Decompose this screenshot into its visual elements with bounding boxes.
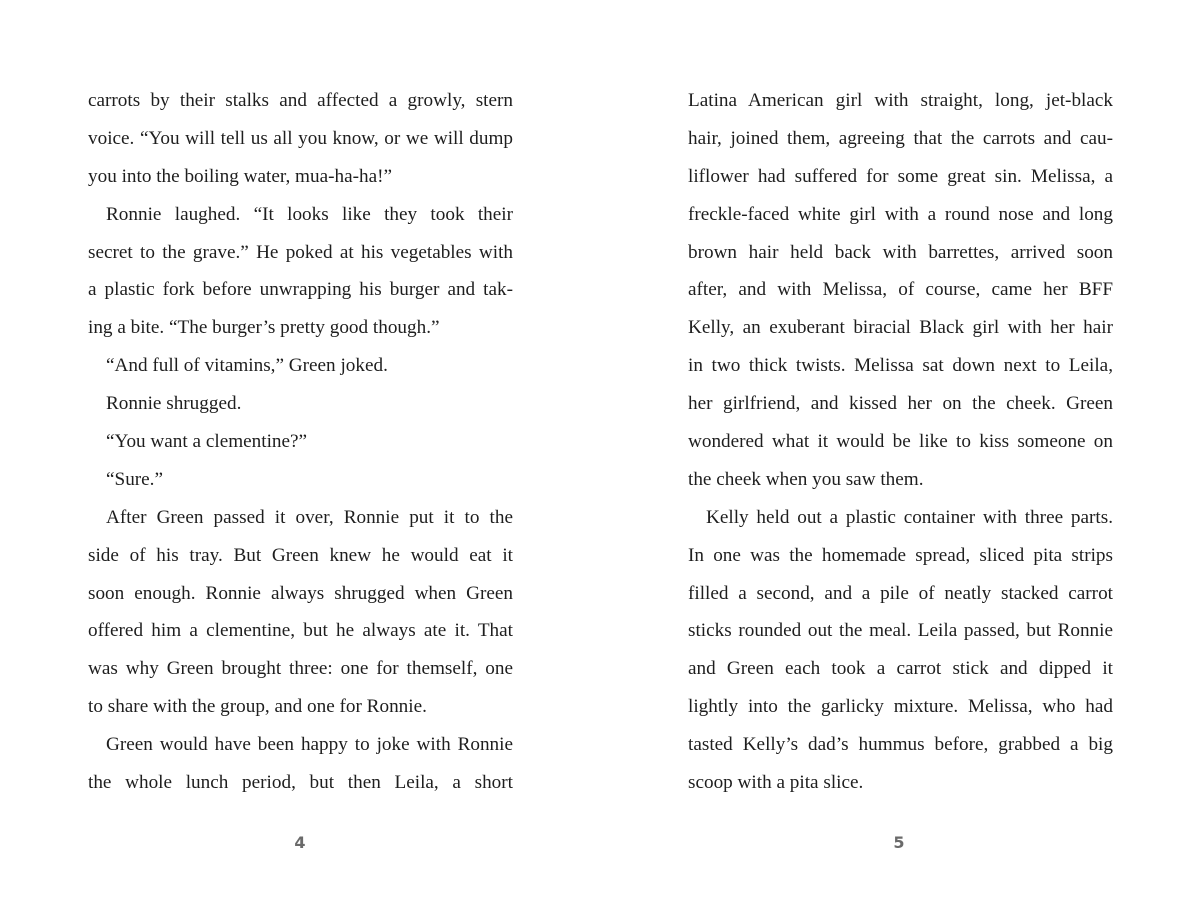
text-line: the whole lunch period, but then Leila, a short xyxy=(88,772,513,794)
text-line: Ronnie shrugged. xyxy=(106,393,242,415)
right-page xyxy=(688,82,1113,802)
text-line: lightly into the garlicky mixture. Melissa, who had xyxy=(688,696,1113,718)
text-line: wondered what it would be like to kiss someone on xyxy=(688,431,1113,453)
text-line: Latina American girl with straight, long, jet-black xyxy=(688,90,1113,111)
text-line: tasted Kelly’s dad’s hummus before, grabbed a big xyxy=(688,734,1113,756)
text-line: Kelly held out a plastic container with three parts. xyxy=(706,506,1113,528)
text-line: scoop with a pita slice. xyxy=(688,772,864,794)
text-line: freckle-faced white girl with a round nose and long xyxy=(688,203,1113,225)
left-page-text xyxy=(88,82,513,802)
text-line: “And full of vitamins,” Green joked. xyxy=(106,355,388,377)
text-line: In one was the homemade spread, sliced pita strips xyxy=(688,544,1113,566)
text-line: side of his tray. But Green knew he would eat it xyxy=(88,544,513,566)
text-line: “You want a clementine?” xyxy=(106,431,308,453)
text-line: Ronnie laughed. “It looks like they took their xyxy=(106,203,513,225)
text-line: the cheek when you saw them. xyxy=(688,468,924,490)
text-line: a plastic fork before unwrapping his burger and tak- xyxy=(88,279,513,301)
right-page-text xyxy=(688,82,1113,802)
text-line: her girlfriend, and kissed her on the cheek. Green xyxy=(688,393,1113,415)
text-line: ing a bite. “The burger’s pretty good though.” xyxy=(88,317,440,339)
text-line: after, and with Melissa, of course, came her BFF xyxy=(688,279,1113,301)
text-line: offered him a clementine, but he always ate it. That xyxy=(88,620,513,642)
left-page-number: 4 xyxy=(294,833,306,852)
text-line: Green would have been happy to joke with Ronnie xyxy=(106,734,513,756)
text-line: you into the boiling water, mua-ha-ha!” xyxy=(88,165,393,187)
text-line: sticks rounded out the meal. Leila passed, but Ronnie xyxy=(688,620,1113,642)
right-page-number: 5 xyxy=(893,833,905,852)
text-line: was why Green brought three: one for themself, one xyxy=(88,658,513,680)
text-line: liflower had suffered for some great sin. Melissa, a xyxy=(688,165,1113,187)
text-line: “Sure.” xyxy=(106,468,164,490)
left-page xyxy=(88,82,513,802)
text-line: secret to the grave.” He poked at his vegetables with xyxy=(88,241,513,263)
text-line: in two thick twists. Melissa sat down next to Leila, xyxy=(688,355,1113,377)
text-line: soon enough. Ronnie always shrugged when Green xyxy=(88,582,513,604)
text-line: voice. “You will tell us all you know, or we will dump xyxy=(88,127,513,149)
text-line: carrots by their stalks and affected a growly, stern xyxy=(88,90,513,111)
text-line: Kelly, an exuberant biracial Black girl with her hair xyxy=(688,317,1113,339)
text-line: brown hair held back with barrettes, arrived soon xyxy=(688,241,1113,263)
text-line: to share with the group, and one for Ronnie. xyxy=(88,696,427,718)
text-line: and Green each took a carrot stick and dipped it xyxy=(688,658,1113,680)
text-line: hair, joined them, agreeing that the carrots and cau- xyxy=(688,127,1113,149)
text-line: filled a second, and a pile of neatly stacked carrot xyxy=(688,582,1113,604)
text-line: After Green passed it over, Ronnie put it to the xyxy=(106,506,513,528)
